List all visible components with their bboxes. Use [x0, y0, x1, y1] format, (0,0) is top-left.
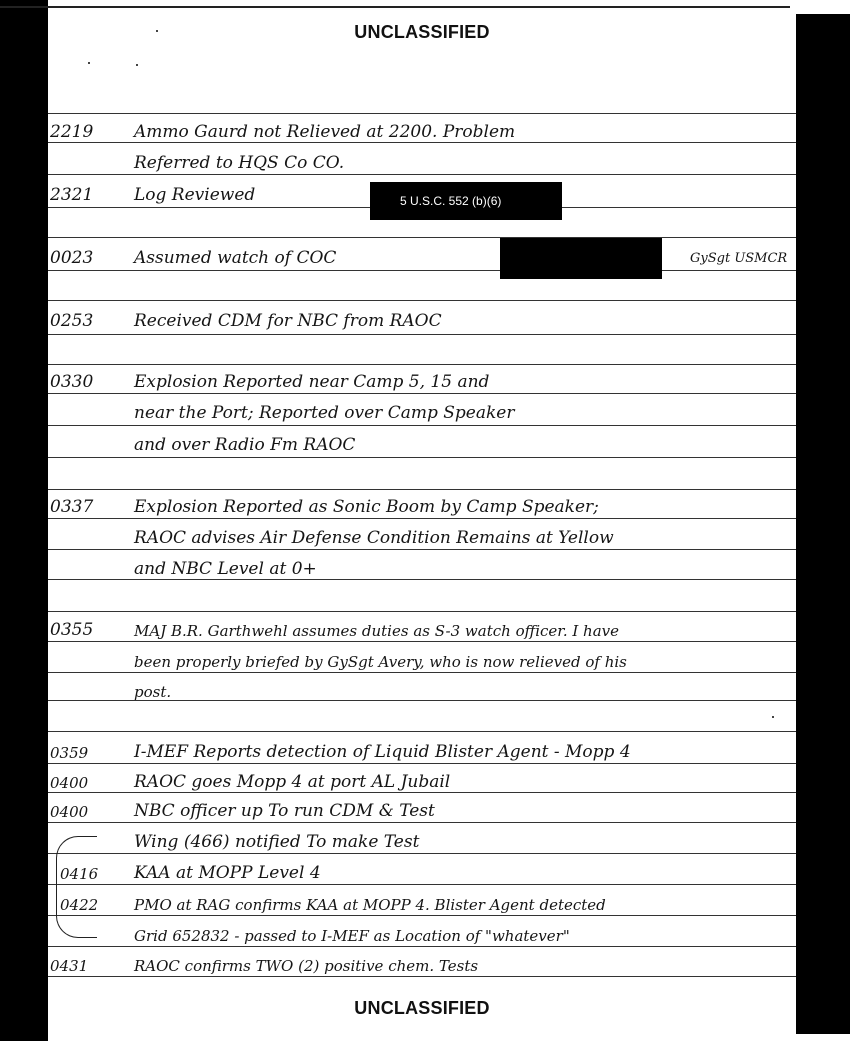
entry-text: MAJ B.R. Garthwehl assumes duties as S-3 watch officer. I have	[134, 622, 620, 640]
ruled-line	[48, 425, 796, 426]
log-page	[48, 0, 796, 1041]
entry-text: PMO at RAG confirms KAA at MOPP 4. Blister Agent detected	[134, 896, 606, 914]
entry-time: 0337	[50, 497, 94, 517]
ruled-line	[48, 237, 796, 238]
scan-border-left	[0, 0, 48, 1041]
scan-border-right	[796, 14, 850, 1034]
log-entry-continuation	[48, 643, 796, 673]
entry-text: Received CDM for NBC from RAOC	[134, 311, 442, 331]
ruled-line	[48, 270, 796, 271]
log-entry	[48, 303, 796, 333]
entry-text: post.	[134, 683, 172, 701]
log-entry-continuation	[48, 395, 796, 425]
scan-speck	[136, 64, 138, 66]
classification-banner-top: UNCLASSIFIED	[354, 22, 490, 42]
log-entry	[48, 793, 796, 823]
log-entry-continuation	[48, 145, 796, 175]
entry-text: RAOC confirms TWO (2) positive chem. Tests	[134, 957, 479, 975]
ruled-line	[48, 457, 796, 458]
scan-speck	[156, 30, 158, 32]
entry-time: 0400	[50, 774, 89, 792]
entry-text: and over Radio Fm RAOC	[134, 435, 356, 455]
entry-time: 2321	[50, 185, 94, 205]
log-entry	[48, 886, 796, 916]
log-entry	[48, 114, 796, 144]
log-entry	[48, 855, 796, 885]
entry-text: Log Reviewed	[134, 185, 256, 205]
entry-text: RAOC advises Air Defense Condition Remains at Yellow	[134, 528, 614, 548]
log-entry	[48, 734, 796, 764]
ruled-line	[48, 731, 796, 732]
scan-speck	[88, 62, 90, 64]
entry-text: I-MEF Reports detection of Liquid Blister Agent - Mopp 4	[134, 742, 631, 762]
entry-text: Explosion Reported near Camp 5, 15 and	[134, 372, 490, 392]
entry-time: 0253	[50, 311, 94, 331]
entry-text: NBC officer up To run CDM & Test	[134, 801, 435, 821]
scan-speck	[772, 716, 774, 718]
redaction-block	[500, 238, 662, 279]
entry-signature: GySgt USMCR	[690, 251, 788, 266]
log-entry	[48, 764, 796, 794]
entry-text: KAA at MOPP Level 4	[134, 863, 321, 883]
entry-time: 0359	[50, 744, 89, 762]
redaction-block: 5 U.S.C. 552 (b)(6)	[370, 182, 562, 220]
entry-text: Explosion Reported as Sonic Boom by Camp Speaker;	[134, 497, 599, 517]
entry-time: 0422	[60, 896, 99, 914]
log-entry-continuation	[48, 673, 796, 703]
log-entry	[48, 240, 796, 270]
ruled-line	[48, 300, 796, 301]
log-entry-continuation	[48, 551, 796, 581]
ruled-line	[48, 334, 796, 335]
classification-banner-bottom: UNCLASSIFIED	[354, 998, 490, 1018]
entry-time: 0330	[50, 372, 94, 392]
log-entry-continuation	[48, 917, 796, 947]
entry-text: Referred to HQS Co CO.	[134, 153, 345, 173]
entry-text: near the Port; Reported over Camp Speaker	[134, 403, 515, 423]
margin-bracket-mark	[56, 836, 97, 938]
log-entry	[48, 364, 796, 394]
entry-time: 0023	[50, 248, 94, 268]
entry-text: Wing (466) notified To make Test	[134, 832, 420, 852]
entry-text: been properly briefed by GySgt Avery, who is now relieved of his	[134, 653, 627, 671]
log-entry	[48, 824, 796, 854]
log-entry-continuation	[48, 520, 796, 550]
log-entry	[48, 612, 796, 642]
entry-text: Assumed watch of COC	[134, 248, 337, 268]
entry-time: 0400	[50, 803, 89, 821]
log-entry-continuation	[48, 427, 796, 457]
entry-time: 0431	[50, 957, 89, 975]
entry-time: 0355	[50, 620, 94, 640]
entry-text: Ammo Gaurd not Relieved at 2200. Problem	[134, 122, 516, 142]
entry-time: 2219	[50, 122, 94, 142]
entry-text: and NBC Level at 0+	[134, 559, 317, 579]
entry-text: Grid 652832 - passed to I-MEF as Location of "whatever"	[134, 927, 570, 945]
entry-time: 0416	[60, 865, 99, 883]
entry-text: RAOC goes Mopp 4 at port AL Jubail	[134, 772, 451, 792]
log-entry	[48, 489, 796, 519]
log-entry	[48, 947, 796, 977]
